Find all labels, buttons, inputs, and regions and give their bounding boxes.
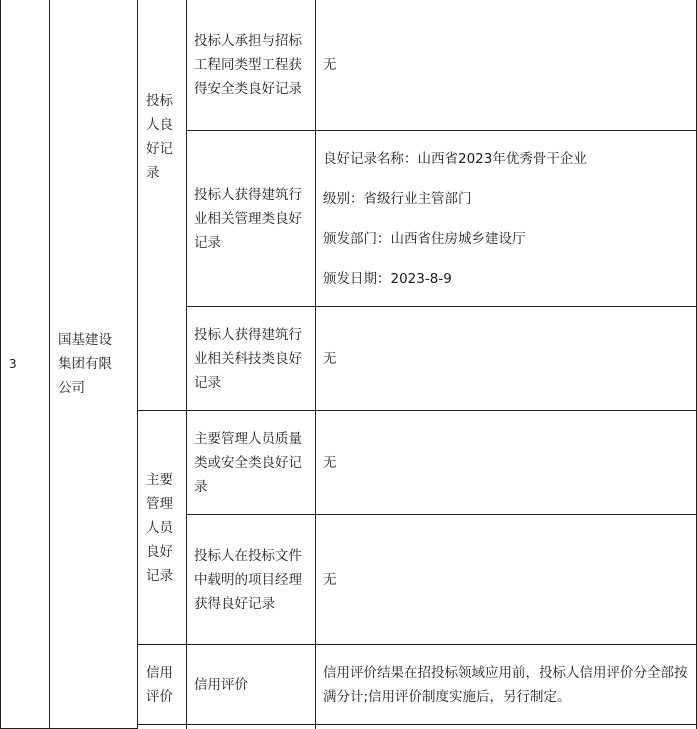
- category-cell: [138, 645, 187, 725]
- item-cell: [187, 645, 316, 725]
- item-cell: [187, 515, 316, 645]
- item-value: 信用评价结果在招投标领域应用前，投标人信用评价分全部按满分计;信用评价制度实施后，另行制定。: [323, 664, 688, 705]
- item-label: 信用评价: [194, 676, 248, 693]
- item-value: 无: [323, 350, 337, 367]
- item-cell: [187, 307, 316, 411]
- category-label: 信用评价: [146, 664, 173, 705]
- detail-issuer: 颁发部门：山西省住房城乡建设厅: [323, 230, 526, 247]
- item-cell: [187, 411, 316, 515]
- value-cell: [316, 515, 697, 645]
- item-cell: [187, 0, 316, 131]
- value-cell: [316, 645, 697, 725]
- detail-level: 级别：省级行业主管部门: [323, 190, 472, 207]
- item-label: 投标人在投标文件中载明的项目经理获得良好记录: [194, 547, 302, 612]
- item-value: 无: [323, 56, 337, 73]
- item-cell: [187, 131, 316, 307]
- item-value: 无: [323, 454, 337, 471]
- table-row: [1, 0, 697, 131]
- row-number-cell: [1, 0, 50, 729]
- item-label: 投标人获得建筑行业相关科技类良好记录: [194, 326, 302, 391]
- category-label: 主要管理人员良好记录: [146, 471, 173, 584]
- category-cell: [138, 411, 187, 645]
- item-label: 投标人承担与招标工程同类型工程获得安全类良好记录: [194, 32, 302, 97]
- company-name: 国基建设集团有限公司: [58, 331, 112, 396]
- item-label: 投标人获得建筑行业相关管理类良好记录: [194, 186, 302, 251]
- value-cell: [316, 307, 697, 411]
- category-label: 投标人良好记录: [146, 93, 173, 181]
- category-cell: [138, 0, 187, 411]
- detail-record-name: 良好记录名称：山西省2023年优秀骨干企业: [323, 150, 587, 167]
- item-label: 主要管理人员质量类或安全类良好记录: [194, 430, 302, 495]
- company-name-cell: [50, 0, 138, 729]
- detail-issue-date: 颁发日期：2023-8-9: [323, 270, 452, 287]
- value-cell: [316, 131, 697, 307]
- row-number: 3: [9, 356, 17, 371]
- item-value: 无: [323, 571, 337, 588]
- value-cell: [316, 411, 697, 515]
- value-cell: [316, 0, 697, 131]
